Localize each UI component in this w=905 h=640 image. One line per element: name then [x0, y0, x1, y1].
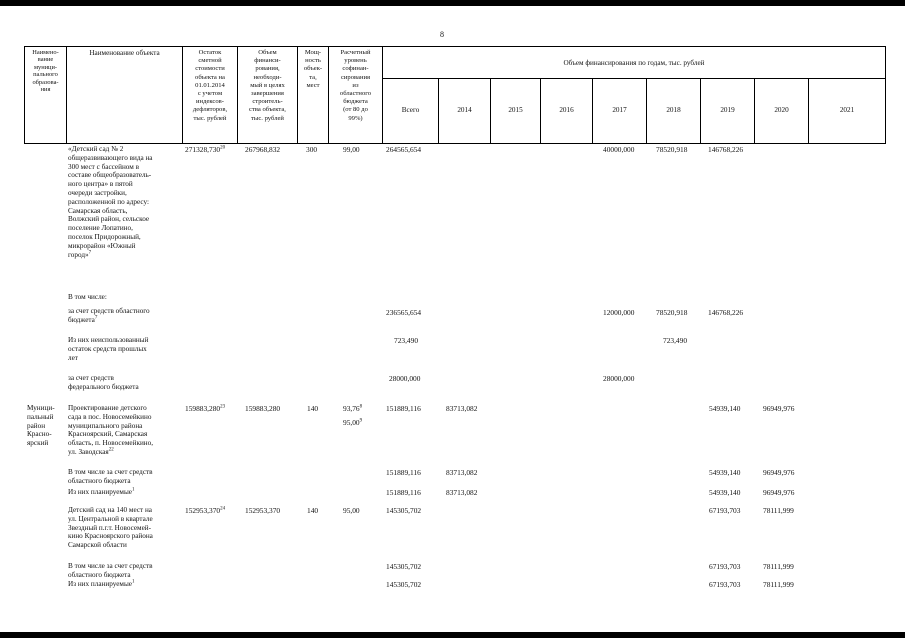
object-name-text: «Детский сад № 2 общеразвивающего вида на 300 мест с бассейном в составе общеобразователь- ного центра» в пятой очереди застройки, расположенной по адресу: Самарская область, Волжский район, сельское поселение Лопатино, поселок Придорожный, микрорайон «Южный город» — [68, 145, 153, 259]
header-municipality: Наимено- вание муници- пального образова- ния — [32, 49, 59, 94]
footnote-mark: 1 — [131, 487, 135, 493]
footnote-mark: 7 — [88, 250, 92, 256]
regional-budget-label: В том числе за счет средств областного бюджета — [68, 468, 153, 485]
federal-budget-label: за счет средств федерального бюджета — [68, 374, 139, 391]
header-financing-by-year: Объем финансирования по годам, тыс. рублей — [563, 59, 705, 67]
financing-volume: 152953,370 — [245, 506, 281, 515]
planned-total: 151889,116 — [386, 488, 421, 497]
regional-2019: 146768,226 — [708, 308, 744, 317]
scan-bottom-border — [0, 632, 905, 638]
total-value: 151889,116 — [386, 404, 421, 413]
value-2014: 83713,082 — [446, 404, 478, 413]
cofinancing-level-a-value: 93,76 — [343, 404, 360, 413]
footnote-mark: 7 — [94, 315, 98, 321]
footnote-mark: 24 — [220, 506, 226, 512]
header-mid-rule — [382, 78, 886, 79]
footnote-mark: 8 — [359, 404, 363, 410]
grid-line — [885, 46, 886, 144]
value-2017: 40000,000 — [603, 145, 635, 154]
value-2019: 54939,140 — [709, 404, 741, 413]
footnote-mark: 9 — [359, 418, 363, 424]
capacity: 140 — [307, 506, 319, 515]
footnote-mark: 1 — [131, 579, 135, 585]
object-name-text: Проектирование детского сада в пос. Новосемейкино муниципального района Красноярский, Самарская область, п. Новосемейкино, ул. Заводская — [68, 404, 154, 456]
cofinancing-level: 99,00 — [343, 145, 360, 154]
footnote-mark: 22 — [108, 447, 114, 453]
cofinancing-level: 95,00 — [343, 506, 360, 515]
remaining-cost — [185, 404, 225, 413]
remaining-cost-value: 271328,730 — [185, 145, 221, 154]
planned-label — [68, 580, 183, 589]
planned-2014: 83713,082 — [446, 488, 478, 497]
header-object-name: Наименование объекта — [89, 49, 160, 57]
planned-total: 145305,702 — [386, 580, 422, 589]
planned-2019: 54939,140 — [709, 488, 741, 497]
header-financing-volume: Объем финанси- рования, необходи- мый в целях завершения строитель- ства объекта, тыс. рублей — [249, 49, 286, 122]
object-name: Детский сад на 140 мест на ул. Центральной в квартале Звездный п.г.т. Новосемей- кино Красноярского района Самарской области — [68, 506, 153, 550]
remaining-cost — [185, 145, 225, 154]
header-remaining-cost: Остаток сметной стоимости объекта на 01.01.2014 с учетом индексов- дефляторов, тыс. рублей — [192, 49, 228, 122]
value-2018: 78520,918 — [656, 145, 688, 154]
regional-budget-label: В том числе за счет средств областного бюджета — [68, 562, 153, 579]
financing-volume: 159883,280 — [245, 404, 281, 413]
regional-total: 145305,702 — [386, 562, 422, 571]
unused-2018: 723,490 — [663, 336, 688, 345]
total-value: 264565,654 — [386, 145, 422, 154]
value-2020: 78111,999 — [763, 506, 794, 515]
total-value: 145305,702 — [386, 506, 422, 515]
regional-budget-label-text: за счет средств областного бюджета — [68, 307, 150, 324]
regional-2020: 78111,999 — [763, 562, 794, 571]
header-year-2018: 2018 — [666, 106, 681, 114]
header-capacity: Мощ- ность объек- та, мест — [303, 49, 323, 89]
header-year-total: Всего — [401, 106, 420, 114]
municipality-name: Муници- пальный район Красно- ярский — [27, 404, 55, 448]
regional-budget-label — [68, 307, 183, 325]
federal-total: 28000,000 — [389, 374, 421, 383]
header-year-2021: 2021 — [839, 106, 855, 114]
remaining-cost-value: 159883,280 — [185, 404, 221, 413]
planned-label-text: Из них планируемые — [68, 580, 132, 588]
unused-balance-label: Из них неиспользованный остаток средств прошлых лет — [68, 336, 149, 362]
value-2020: 96949,976 — [763, 404, 795, 413]
regional-2020: 96949,976 — [763, 468, 795, 477]
header-year-2016: 2016 — [559, 106, 574, 114]
federal-2017: 28000,000 — [603, 374, 635, 383]
unused-total: 723,490 — [394, 336, 419, 345]
regional-total: 236565,654 — [386, 308, 422, 317]
capacity: 300 — [306, 145, 318, 154]
regional-2018: 78520,918 — [656, 308, 688, 317]
header-bottom-rule — [24, 143, 886, 144]
header-year-2014: 2014 — [457, 106, 472, 114]
financing-volume: 267968,832 — [245, 145, 281, 154]
header-cofinancing-level: Расчетный уровень софинан- сирования из областного бюджета (от 80 до 99%) — [339, 49, 372, 122]
footnote-mark: 20 — [220, 145, 226, 151]
planned-2019: 67193,703 — [709, 580, 741, 589]
footnote-mark: 23 — [220, 404, 226, 410]
grid-line — [66, 46, 67, 144]
remaining-cost-value: 152953,370 — [185, 506, 221, 515]
header-top-rule — [24, 46, 886, 47]
planned-label-text: Из них планируемые — [68, 488, 132, 496]
regional-2019: 54939,140 — [709, 468, 741, 477]
header-year-2019: 2019 — [720, 106, 735, 114]
page-number: 8 — [440, 30, 444, 39]
remaining-cost — [185, 506, 225, 515]
header-year-2020: 2020 — [774, 106, 789, 114]
value-2019: 67193,703 — [709, 506, 741, 515]
cofinancing-level-a — [343, 404, 362, 413]
object-name — [68, 145, 183, 259]
regional-2019: 67193,703 — [709, 562, 741, 571]
regional-2014: 83713,082 — [446, 468, 478, 477]
including-label: В том числе: — [68, 293, 107, 301]
regional-total: 151889,116 — [386, 468, 421, 477]
cofinancing-level-b — [343, 418, 362, 427]
header-year-2015: 2015 — [508, 106, 523, 114]
planned-label — [68, 488, 183, 497]
capacity: 140 — [307, 404, 319, 413]
planned-2020: 96949,976 — [763, 488, 795, 497]
regional-2017: 12000,000 — [603, 308, 635, 317]
planned-2020: 78111,999 — [763, 580, 794, 589]
object-name — [68, 404, 183, 457]
cofinancing-level-b-value: 95,00 — [343, 418, 360, 427]
value-2019: 146768,226 — [708, 145, 744, 154]
header-year-2017: 2017 — [612, 106, 627, 114]
scan-top-border — [0, 0, 905, 6]
